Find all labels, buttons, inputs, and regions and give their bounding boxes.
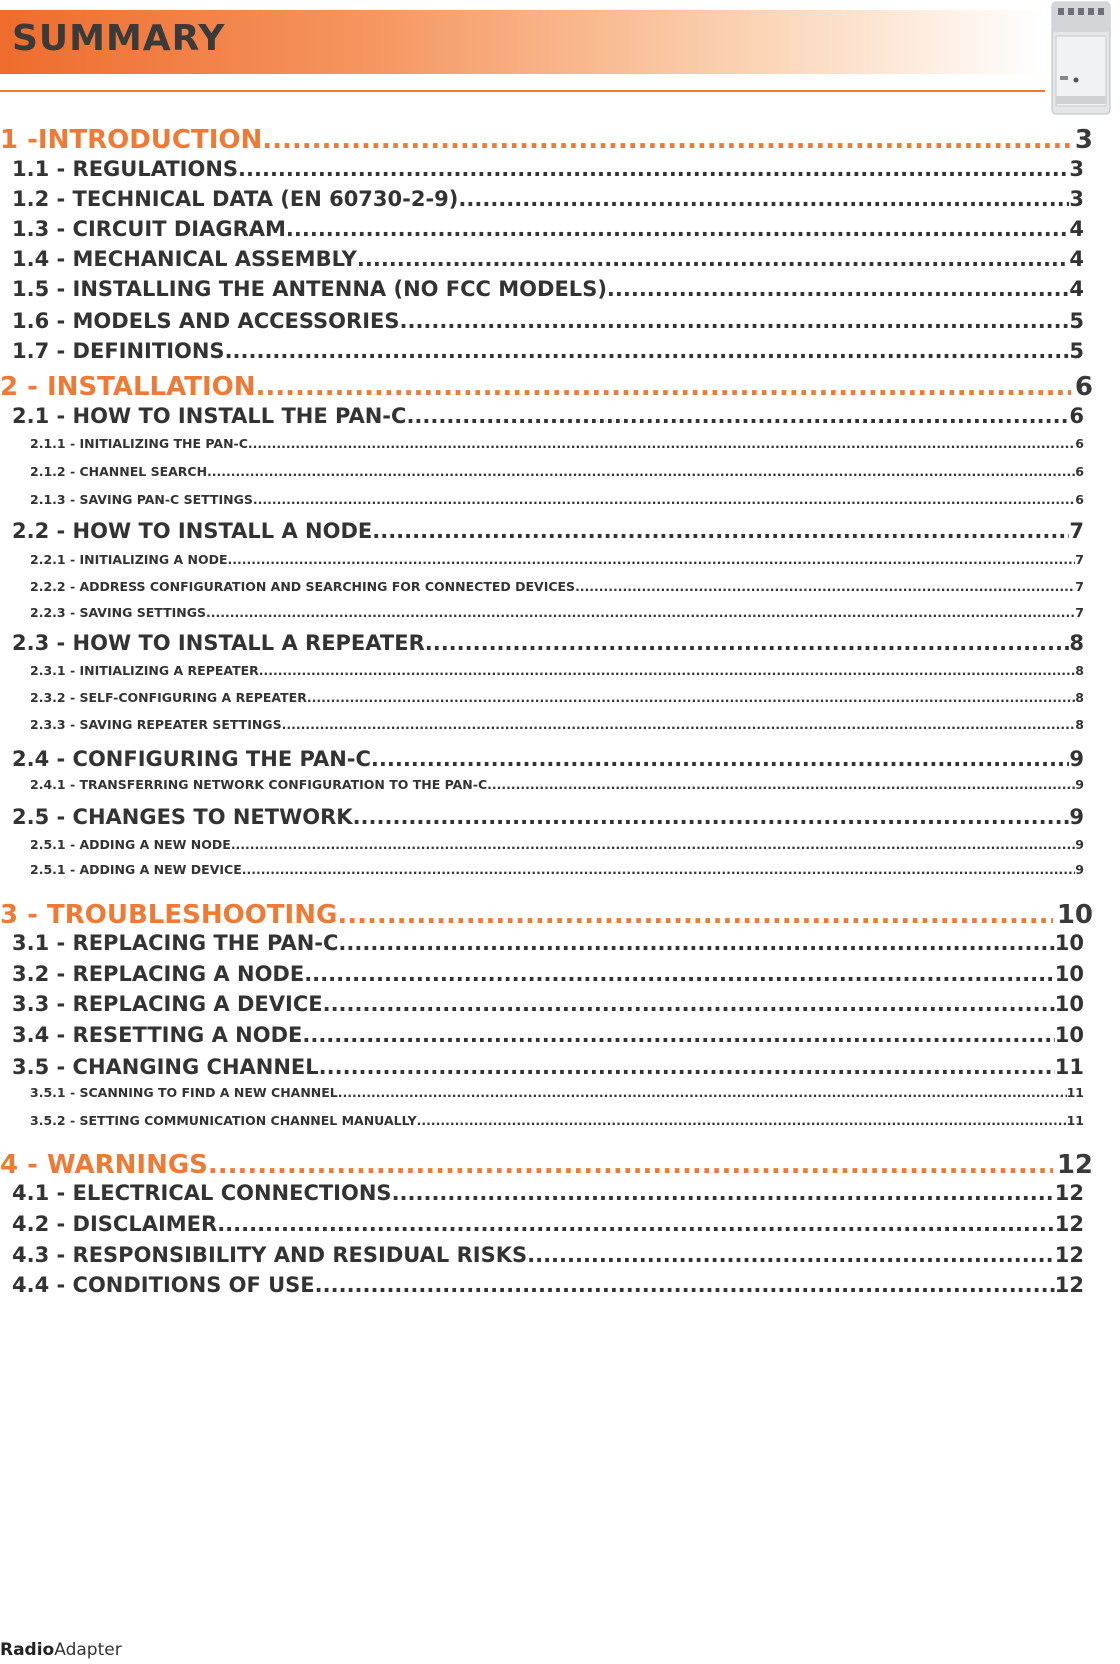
toc-entry[interactable] [12, 1212, 1084, 1236]
toc-entry-page-number: 4 [1069, 217, 1084, 241]
toc-entry-title: 4.4 - CONDITIONS OF USE [12, 1273, 315, 1297]
toc-entry[interactable] [30, 717, 1084, 732]
toc-entry-page-number: 10 [1054, 962, 1084, 986]
toc-entry-page-number: 12 [1054, 1243, 1084, 1267]
toc-entry[interactable] [12, 339, 1084, 363]
toc-entry-page-number: 12 [1054, 1212, 1084, 1236]
toc-entry[interactable] [12, 247, 1084, 271]
toc-entry-page-number: 6 [1074, 372, 1093, 402]
toc-entry-page-number: 12 [1056, 1150, 1093, 1180]
toc-entry[interactable] [12, 962, 1084, 986]
toc-leader-dots [425, 631, 1070, 655]
toc-entry-title: 3.4 - RESETTING A NODE [12, 1023, 303, 1047]
toc-entry-title: 2.3.2 - SELF-CONFIGURING A REPEATER [30, 690, 307, 705]
toc-entry-page-number: 4 [1069, 247, 1084, 271]
toc-entry-page-number: 7 [1075, 552, 1084, 567]
toc-entry-title: 2.4 - CONFIGURING THE PAN-C [12, 747, 371, 771]
toc-entry-page-number: 5 [1069, 339, 1084, 363]
toc-entry-title: 2.3.3 - SAVING REPEATER SETTINGS [30, 717, 282, 732]
toc-leader-dots [357, 247, 1069, 271]
toc-leader-dots [392, 1181, 1055, 1205]
toc-leader-dots [371, 747, 1069, 771]
toc-leader-dots [231, 837, 1075, 852]
header-divider [0, 90, 1045, 92]
toc-leader-dots [206, 605, 1075, 620]
toc-entry-page-number: 10 [1054, 1023, 1084, 1047]
toc-entry[interactable] [12, 631, 1084, 655]
footer-brand-bold: Radio [0, 1640, 55, 1660]
toc-entry[interactable] [30, 436, 1084, 451]
toc-leader-dots [242, 862, 1076, 877]
toc-entry-title: 4.1 - ELECTRICAL CONNECTIONS [12, 1181, 392, 1205]
toc-entry-page-number: 12 [1054, 1181, 1084, 1205]
toc-entry[interactable] [30, 552, 1084, 567]
toc-leader-dots [337, 900, 1053, 930]
toc-entry[interactable] [12, 277, 1084, 301]
toc-entry[interactable] [12, 1055, 1084, 1079]
toc-entry-page-number: 6 [1075, 436, 1084, 451]
toc-entry[interactable] [12, 1023, 1084, 1047]
toc-leader-dots [207, 464, 1075, 479]
toc-leader-dots [575, 579, 1075, 594]
toc-entry[interactable] [30, 605, 1084, 620]
toc-leader-dots [248, 436, 1075, 451]
toc-entry-title: 2.3.1 - INITIALIZING A REPEATER [30, 663, 259, 678]
toc-entry-title: 2.3 - HOW TO INSTALL A REPEATER [12, 631, 425, 655]
toc-entry-page-number: 6 [1075, 464, 1084, 479]
toc-entry[interactable] [12, 217, 1084, 241]
toc-leader-dots [417, 1113, 1067, 1128]
toc-entry-title: 2.1.1 - INITIALIZING THE PAN-C [30, 436, 248, 451]
toc-entry-title: 3 - TROUBLESHOOTING [0, 900, 338, 930]
toc-entry-title: 2.5.1 - ADDING A NEW DEVICE [30, 862, 242, 877]
toc-entry[interactable] [12, 747, 1084, 771]
toc-entry[interactable] [30, 690, 1084, 705]
toc-entry[interactable] [0, 900, 1093, 930]
toc-entry-page-number: 10 [1054, 931, 1084, 955]
toc-entry-page-number: 10 [1054, 992, 1084, 1016]
device-image [1046, 0, 1114, 118]
toc-leader-dots [256, 372, 1071, 402]
toc-entry-title: 2.1.2 - CHANNEL SEARCH [30, 464, 208, 479]
toc-entry-title: 2.2 - HOW TO INSTALL A NODE [12, 519, 373, 543]
toc-entry-page-number: 8 [1069, 631, 1084, 655]
toc-leader-dots [238, 157, 1069, 181]
toc-entry-title: 3.1 - REPLACING THE PAN-C [12, 931, 339, 955]
toc-leader-dots [607, 277, 1069, 301]
toc-entry-page-number: 3 [1074, 125, 1093, 155]
toc-entry-page-number: 12 [1054, 1273, 1084, 1297]
toc-entry[interactable] [30, 837, 1084, 852]
toc-entry[interactable] [12, 931, 1084, 955]
toc-entry-page-number: 5 [1069, 309, 1084, 333]
toc-entry-page-number: 8 [1075, 717, 1084, 732]
toc-leader-dots [253, 492, 1075, 507]
toc-leader-dots [406, 404, 1069, 428]
toc-entry[interactable] [12, 1181, 1084, 1205]
footer-brand [0, 1640, 122, 1660]
toc-entry-title: 3.5.1 - SCANNING TO FIND A NEW CHANNEL [30, 1085, 338, 1100]
toc-entry[interactable] [30, 1113, 1084, 1128]
toc-leader-dots [302, 1023, 1054, 1047]
toc-entry-title: 1.4 - MECHANICAL ASSEMBLY [12, 247, 357, 271]
toc-entry-page-number: 11 [1066, 1085, 1084, 1100]
toc-entry-page-number: 4 [1069, 277, 1084, 301]
toc-entry-title: 4.2 - DISCLAIMER [12, 1212, 218, 1236]
toc-entry-title: 3.5 - CHANGING CHANNEL [12, 1055, 319, 1079]
toc-leader-dots [487, 777, 1075, 792]
toc-entry-page-number: 11 [1066, 1113, 1084, 1128]
toc-entry-title: 3.5.2 - SETTING COMMUNICATION CHANNEL MANUALLY [30, 1113, 417, 1128]
toc-entry[interactable] [30, 464, 1084, 479]
toc-entry[interactable] [30, 862, 1084, 877]
toc-entry[interactable] [12, 992, 1084, 1016]
toc-entry[interactable] [12, 1273, 1084, 1297]
toc-entry-page-number: 9 [1069, 805, 1084, 829]
toc-entry-title: 2.5 - CHANGES TO NETWORK [12, 805, 353, 829]
toc-entry[interactable] [12, 404, 1084, 428]
toc-entry-page-number: 8 [1075, 663, 1084, 678]
toc-leader-dots [338, 931, 1054, 955]
toc-entry[interactable] [0, 125, 1093, 155]
toc-entry[interactable] [30, 492, 1084, 507]
toc-entry[interactable] [0, 372, 1093, 402]
toc-entry-title: 1.3 - CIRCUIT DIAGRAM [12, 217, 286, 241]
toc-entry[interactable] [0, 1150, 1093, 1180]
toc-leader-dots [217, 1212, 1055, 1236]
toc-leader-dots [315, 1273, 1055, 1297]
toc-entry-title: 1.1 - REGULATIONS [12, 157, 239, 181]
toc-leader-dots [338, 1085, 1067, 1100]
toc-entry-page-number: 9 [1075, 777, 1084, 792]
toc-entry-page-number: 3 [1069, 187, 1084, 211]
toc-entry-title: 1.6 - MODELS AND ACCESSORIES [12, 309, 400, 333]
toc-leader-dots [262, 125, 1071, 155]
toc-entry-page-number: 3 [1069, 157, 1084, 181]
toc-leader-dots [400, 309, 1070, 333]
toc-entry[interactable] [12, 1243, 1084, 1267]
toc-leader-dots [286, 217, 1069, 241]
toc-entry-page-number: 7 [1075, 579, 1084, 594]
toc-entry-title: 2.4.1 - TRANSFERRING NETWORK CONFIGURATION TO THE PAN-C [30, 777, 488, 792]
toc-entry-title: 2.2.3 - SAVING SETTINGS [30, 605, 206, 620]
toc-entry-page-number: 9 [1075, 837, 1084, 852]
toc-entry-page-number: 10 [1056, 900, 1093, 930]
toc-leader-dots [282, 717, 1076, 732]
toc-entry-title: 1.2 - TECHNICAL DATA (EN 60730-2-9) [12, 187, 459, 211]
toc-entry[interactable] [30, 1085, 1084, 1100]
toc-entry-title: 1.5 - INSTALLING THE ANTENNA (NO FCC MODELS) [12, 277, 607, 301]
toc-entry-page-number: 9 [1075, 862, 1084, 877]
toc-entry[interactable] [12, 309, 1084, 333]
toc-entry-title: 3.2 - REPLACING A NODE [12, 962, 305, 986]
footer-brand-regular: Adapter [54, 1640, 122, 1660]
toc-entry-title: 2.2.2 - ADDRESS CONFIGURATION AND SEARCHING FOR CONNECTED DEVICES [30, 579, 576, 594]
toc-entry-title: 2.1.3 - SAVING PAN-C SETTINGS [30, 492, 253, 507]
toc-leader-dots [323, 992, 1055, 1016]
toc-leader-dots [527, 1243, 1055, 1267]
toc-entry-title: 2.2.1 - INITIALIZING A NODE [30, 552, 228, 567]
toc-entry-title: 2.1 - HOW TO INSTALL THE PAN-C [12, 404, 407, 428]
page-title: SUMMARY [12, 18, 226, 59]
toc-entry-title: 2.5.1 - ADDING A NEW NODE [30, 837, 231, 852]
toc-leader-dots [304, 962, 1055, 986]
toc-leader-dots [307, 690, 1075, 705]
toc-entry-title: 4.3 - RESPONSIBILITY AND RESIDUAL RISKS [12, 1243, 528, 1267]
toc-entry-title: 1 -INTRODUCTION [0, 125, 263, 155]
toc-entry-page-number: 11 [1054, 1055, 1084, 1079]
toc-entry-page-number: 7 [1069, 519, 1084, 543]
toc-entry[interactable] [30, 663, 1084, 678]
toc-entry-page-number: 7 [1075, 605, 1084, 620]
toc-entry[interactable] [12, 519, 1084, 543]
toc-leader-dots [228, 552, 1076, 567]
toc-entry-title: 3.3 - REPLACING A DEVICE [12, 992, 323, 1016]
toc-entry[interactable] [12, 187, 1084, 211]
toc-leader-dots [225, 339, 1070, 363]
toc-entry-title: 2 - INSTALLATION [0, 372, 256, 402]
toc-entry-title: 1.7 - DEFINITIONS [12, 339, 225, 363]
toc-leader-dots [259, 663, 1076, 678]
toc-entry-page-number: 6 [1075, 492, 1084, 507]
toc-entry-page-number: 9 [1069, 747, 1084, 771]
toc-entry[interactable] [30, 777, 1084, 792]
toc-leader-dots [353, 805, 1070, 829]
toc-entry-page-number: 8 [1075, 690, 1084, 705]
toc-leader-dots [458, 187, 1069, 211]
toc-entry[interactable] [12, 805, 1084, 829]
toc-leader-dots [208, 1150, 1053, 1180]
toc-leader-dots [319, 1055, 1055, 1079]
toc-leader-dots [372, 519, 1069, 543]
toc-entry[interactable] [12, 157, 1084, 181]
toc-entry[interactable] [30, 579, 1084, 594]
toc-entry-title: 4 - WARNINGS [0, 1150, 208, 1180]
toc-entry-page-number: 6 [1069, 404, 1084, 428]
